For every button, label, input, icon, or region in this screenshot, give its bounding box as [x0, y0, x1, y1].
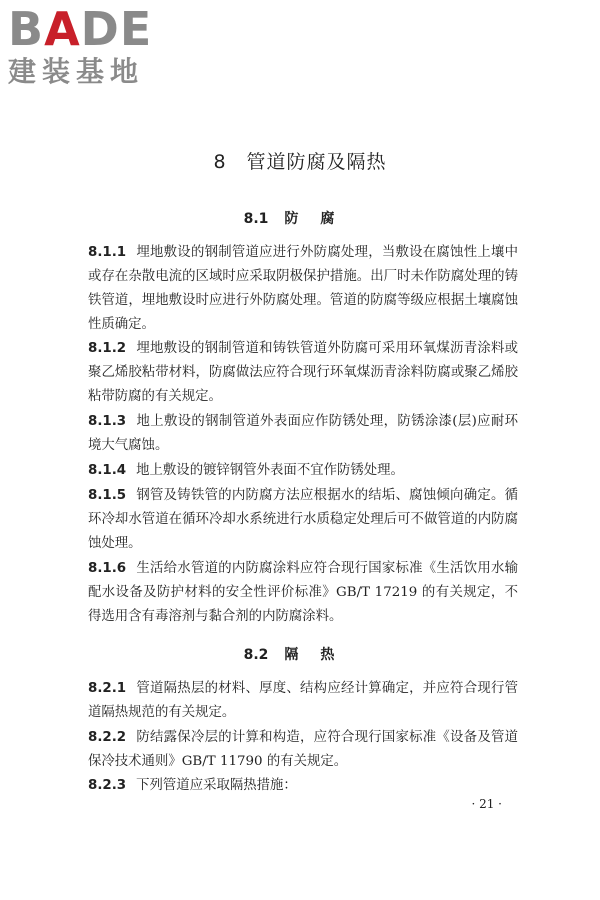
clause-8-1-6: 8.1.6 生活给水管道的内防腐涂料应符合现行国家标准《生活饮用水输配水设备及防护材料的安全性评价标准》GB/T 17219 的有关规定，不得选用含有毒溶剂与黏合剂的内防腐涂料。 — [88, 561, 518, 624]
clause-8-1-2: 8.1.2 埋地敷设的钢制管道和铸铁管道外防腐可采用环氧煤沥青涂料或聚乙烯胶粘带材料，防腐做法应符合现行环氧煤沥青涂料防腐或聚乙烯胶粘带防腐的有关规定。 — [88, 341, 518, 404]
logo-subtitle: 建装基地 — [8, 55, 145, 88]
clause-8-2-1: 8.2.1 管道隔热层的材料、厚度、结构应经计算确定，并应符合现行管道隔热规范的有关规定。 — [88, 681, 518, 720]
clause-8-1-4: 8.1.4 地上敷设的镀锌钢管外表面不宜作防锈处理。 — [88, 463, 404, 478]
clause-8-2-2: 8.2.2 防结露保冷层的计算和构造，应符合现行国家标准《设备及管道保冷技术通则》GB/T 11790 的有关规定。 — [88, 730, 518, 769]
chapter-title: 8 管道防腐及隔热 — [213, 151, 387, 173]
clause-8-2-3: 8.2.3 下列管道应采取隔热措施： — [88, 778, 297, 793]
section-title-8-1: 8.1 防腐 — [243, 211, 357, 227]
bade-logo — [8, 2, 178, 88]
section-title-8-2: 8.2 隔热 — [243, 647, 357, 663]
clause-8-1-1: 8.1.1 埋地敷设的钢制管道应进行外防腐处理，当敷设在腐蚀性上壤中或存在杂散电流的区域时应采取阴极保护措施。出厂时未作防腐处理的铸铁管道，埋地敷设时应进行外防腐处理。管道的防腐等级应根据土壤腐蚀性质确定。 — [88, 245, 518, 332]
clause-8-1-5: 8.1.5 钢管及铸铁管的内防腐方法应根据水的结垢、腐蚀倾向确定。循环冷却水管道在循环冷却水系统进行水质稳定处理后可不做管道的内防腐蚀处理。 — [88, 488, 518, 551]
clause-8-1-3: 8.1.3 地上敷设的钢制管道外表面应作防锈处理，防锈涂漆(层)应耐环境大气腐蚀。 — [88, 414, 518, 453]
page-number: · 21 · — [471, 797, 502, 811]
logo-wordmark: BADE — [8, 2, 153, 56]
